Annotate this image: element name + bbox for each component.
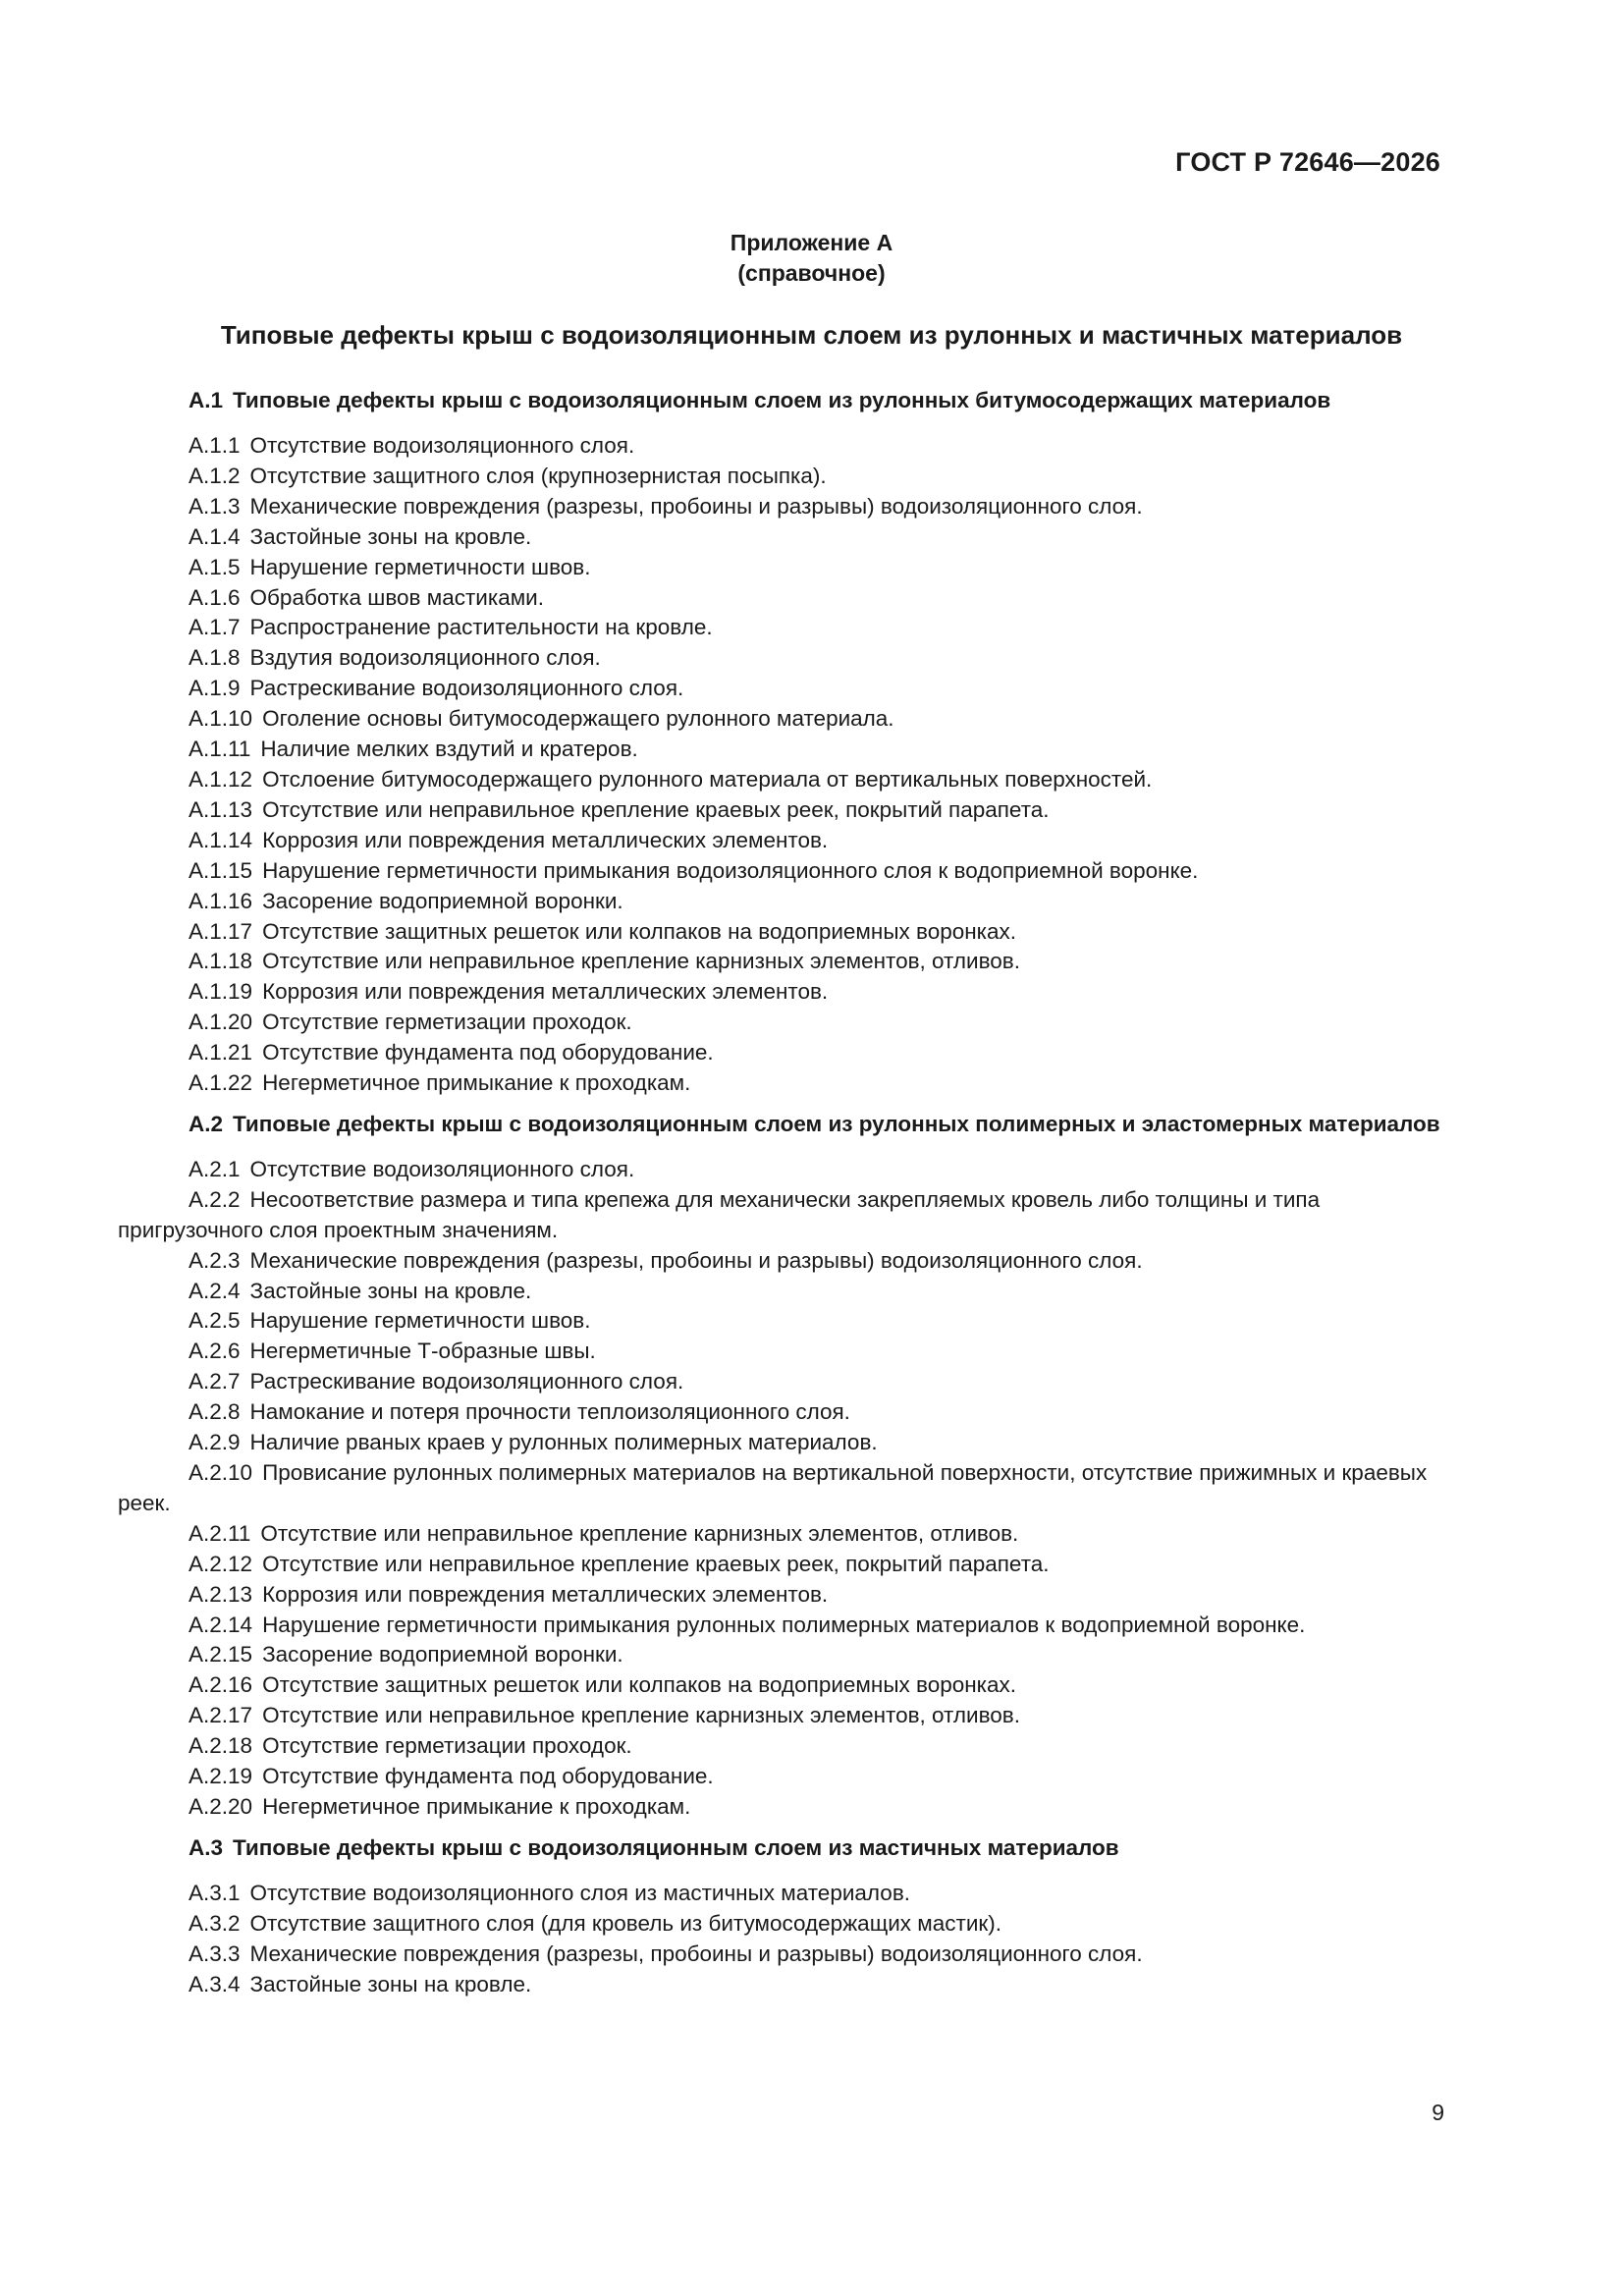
item-number: А.1.18 [189, 949, 253, 974]
item-number: А.1.13 [189, 796, 253, 822]
item-list [118, 1155, 1447, 1823]
item-number: А.1.16 [189, 888, 253, 913]
list-item [118, 1611, 1447, 1641]
item-number: А.2.6 [189, 1339, 241, 1364]
item-number: А.2.7 [189, 1369, 241, 1394]
list-item [118, 826, 1447, 856]
list-item [118, 1970, 1447, 2000]
item-text: Механические повреждения (разрезы, пробоины и разрывы) водоизоляционного слоя. [249, 493, 1143, 519]
document-code: ГОСТ Р 72646—2026 [1175, 147, 1440, 177]
item-number: А.1.7 [189, 615, 241, 640]
section-title: Типовые дефекты крыш с водоизоляционным слоем из рулонных полимерных и эластомерных материалов [233, 1111, 1440, 1136]
item-number: А.1.10 [189, 706, 253, 732]
item-text: Растрескивание водоизоляционного слоя. [249, 1369, 684, 1394]
item-text: Негерметичное примыкание к проходкам. [262, 1793, 691, 1819]
item-number: А.1.21 [189, 1040, 253, 1066]
item-text: Застойные зоны на кровле. [249, 1278, 532, 1303]
item-number: А.2.3 [189, 1247, 241, 1273]
item-number: А.3.2 [189, 1910, 241, 1936]
item-number: А.2.17 [189, 1703, 253, 1728]
list-item [118, 431, 1447, 462]
list-item [118, 795, 1447, 826]
list-item [118, 1337, 1447, 1367]
item-text: Отсутствие или неправильное крепление карнизных элементов, отливов. [260, 1520, 1019, 1546]
appendix-title: Типовые дефекты крыш с водоизоляционным слоем из рулонных и мастичных материалов [220, 320, 1403, 350]
item-text: Застойные зоны на кровле. [249, 1971, 532, 1996]
list-item [118, 1701, 1447, 1731]
item-number: А.1.19 [189, 979, 253, 1005]
item-text: Отсутствие фундамента под оборудование. [262, 1764, 714, 1789]
item-text: Несоответствие размера и типа крепежа для механически закрепляемых кровель либо толщины и типа пригрузочного слоя проектным значениям. [118, 1186, 1321, 1242]
item-number: А.1.20 [189, 1010, 253, 1035]
item-text: Отсутствие или неправильное крепление карнизных элементов, отливов. [262, 1703, 1020, 1728]
item-number: А.2.8 [189, 1399, 241, 1425]
item-number: А.2.16 [189, 1672, 253, 1698]
list-item [118, 643, 1447, 674]
list-item [118, 553, 1447, 583]
item-text: Отсутствие защитных решеток или колпаков на водоприемных воронках. [262, 918, 1017, 944]
item-text: Негерметичные Т-образные швы. [249, 1339, 596, 1364]
item-text: Нарушение герметичности швов. [249, 554, 591, 579]
item-number: А.3.4 [189, 1971, 241, 1996]
item-text: Отсутствие или неправильное крепление краевых реек, покрытий парапета. [262, 1551, 1050, 1576]
section-heading [118, 385, 1447, 415]
item-number: А.1.9 [189, 676, 241, 701]
item-number: А.1.22 [189, 1070, 253, 1096]
item-text: Засорение водоприемной воронки. [262, 1642, 623, 1667]
item-text: Механические повреждения (разрезы, пробоины и разрывы) водоизоляционного слоя. [249, 1247, 1143, 1273]
list-item [118, 1909, 1447, 1940]
item-number: А.1.15 [189, 857, 253, 883]
item-text: Отсутствие фундамента под оборудование. [262, 1040, 714, 1066]
list-item [118, 674, 1447, 704]
list-item [118, 977, 1447, 1008]
item-text: Коррозия или повреждения металлических элементов. [262, 979, 829, 1005]
list-item [118, 947, 1447, 977]
item-text: Наличие мелких вздутий и кратеров. [260, 737, 638, 762]
item-number: А.3.3 [189, 1941, 241, 1966]
list-item [118, 1580, 1447, 1611]
item-number: А.2.12 [189, 1551, 253, 1576]
section-number: А.1 [189, 388, 224, 412]
list-item [118, 1519, 1447, 1550]
list-item [118, 704, 1447, 735]
section-heading [118, 1109, 1447, 1139]
item-text: Отсутствие герметизации проходок. [262, 1010, 632, 1035]
list-item [118, 1762, 1447, 1792]
item-number: А.1.3 [189, 493, 241, 519]
list-item [118, 1792, 1447, 1823]
list-item [118, 856, 1447, 887]
list-item [118, 917, 1447, 948]
item-number: А.2.5 [189, 1308, 241, 1334]
item-text: Вздутия водоизоляционного слоя. [249, 645, 601, 671]
item-text: Негерметичное примыкание к проходкам. [262, 1070, 691, 1096]
list-item [118, 1306, 1447, 1337]
item-text: Отсутствие защитных решеток или колпаков на водоприемных воронках. [262, 1672, 1017, 1698]
list-item [118, 887, 1447, 917]
list-item [118, 583, 1447, 614]
item-list [118, 431, 1447, 1099]
item-number: А.1.2 [189, 463, 241, 488]
item-text: Оголение основы битумосодержащего рулонного материала. [262, 706, 894, 732]
item-text: Отсутствие или неправильное крепление карнизных элементов, отливов. [262, 949, 1020, 974]
item-text: Наличие рваных краев у рулонных полимерных материалов. [249, 1430, 878, 1455]
item-text: Отслоение битумосодержащего рулонного материала от вертикальных поверхностей. [262, 766, 1153, 792]
list-item [118, 1458, 1447, 1519]
item-text: Намокание и потеря прочности теплоизоляционного слоя. [249, 1399, 850, 1425]
item-text: Засорение водоприемной воронки. [262, 888, 623, 913]
item-number: А.1.5 [189, 554, 241, 579]
item-text: Застойные зоны на кровле. [249, 523, 532, 549]
item-text: Механические повреждения (разрезы, пробоины и разрывы) водоизоляционного слоя. [249, 1941, 1143, 1966]
item-number: А.1.4 [189, 523, 241, 549]
list-item [118, 1277, 1447, 1307]
item-text: Провисание рулонных полимерных материалов на вертикальной поверхности, отсутствие прижимных и краевых реек. [118, 1460, 1428, 1515]
item-number: А.2.15 [189, 1642, 253, 1667]
item-number: А.2.2 [189, 1186, 241, 1212]
item-number: А.1.6 [189, 584, 241, 610]
item-text: Отсутствие водоизоляционного слоя. [249, 1156, 635, 1181]
list-item [118, 1640, 1447, 1670]
item-text: Отсутствие защитного слоя (крупнозернистая посыпка). [249, 463, 827, 488]
item-number: А.2.18 [189, 1733, 253, 1759]
list-item [118, 1731, 1447, 1762]
list-item [118, 1367, 1447, 1397]
item-text: Отсутствие защитного слоя (для кровель из битумосодержащих мастик). [249, 1910, 1001, 1936]
list-item [118, 1940, 1447, 1970]
item-text: Отсутствие водоизоляционного слоя. [249, 433, 635, 458]
page-number: 9 [1432, 2100, 1444, 2125]
document-body [118, 385, 1447, 2006]
list-item [118, 1185, 1447, 1246]
item-text: Отсутствие водоизоляционного слоя из мастичных материалов. [249, 1880, 911, 1905]
list-item [118, 1038, 1447, 1068]
list-item [118, 462, 1447, 492]
item-text: Обработка швов мастиками. [249, 584, 544, 610]
item-number: А.2.4 [189, 1278, 241, 1303]
item-text: Растрескивание водоизоляционного слоя. [249, 676, 684, 701]
item-number: А.1.11 [189, 737, 251, 762]
item-number: А.1.1 [189, 433, 241, 458]
item-number: А.1.17 [189, 918, 253, 944]
item-number: А.2.20 [189, 1793, 253, 1819]
section-heading [118, 1832, 1447, 1863]
item-list [118, 1879, 1447, 2000]
item-number: А.2.13 [189, 1581, 253, 1607]
item-number: А.1.14 [189, 827, 253, 852]
list-item [118, 1155, 1447, 1185]
item-text: Нарушение герметичности швов. [249, 1308, 591, 1334]
item-number: А.2.1 [189, 1156, 241, 1181]
list-item [118, 1428, 1447, 1458]
section-number: А.3 [189, 1834, 224, 1860]
item-text: Нарушение герметичности примыкания водоизоляционного слоя к водоприемной воронке. [262, 857, 1199, 883]
list-item [118, 492, 1447, 522]
appendix-label: Приложение А [730, 230, 893, 255]
list-item [118, 613, 1447, 643]
list-item [118, 1550, 1447, 1580]
section-title: Типовые дефекты крыш с водоизоляционным слоем из рулонных битумосодержащих материалов [233, 388, 1331, 412]
item-text: Отсутствие или неправильное крепление краевых реек, покрытий парапета. [262, 796, 1050, 822]
item-number: А.2.19 [189, 1764, 253, 1789]
item-text: Нарушение герметичности примыкания рулонных полимерных материалов к водоприемной воронке. [262, 1612, 1306, 1637]
item-number: А.2.10 [189, 1460, 253, 1485]
list-item [118, 1670, 1447, 1701]
list-item [118, 1246, 1447, 1277]
section-title: Типовые дефекты крыш с водоизоляционным слоем из мастичных материалов [233, 1834, 1119, 1860]
item-number: А.1.12 [189, 766, 253, 792]
item-text: Распространение растительности на кровле. [249, 615, 713, 640]
item-text: Отсутствие герметизации проходок. [262, 1733, 632, 1759]
item-number: А.1.8 [189, 645, 241, 671]
appendix-type: (справочное) [737, 260, 886, 286]
item-number: А.2.14 [189, 1612, 253, 1637]
item-number: А.2.9 [189, 1430, 241, 1455]
list-item [118, 1008, 1447, 1038]
section-number: А.2 [189, 1111, 224, 1136]
list-item [118, 765, 1447, 795]
list-item [118, 1879, 1447, 1909]
item-text: Коррозия или повреждения металлических элементов. [262, 827, 829, 852]
item-number: А.2.11 [189, 1520, 251, 1546]
list-item [118, 1397, 1447, 1428]
list-item [118, 522, 1447, 553]
appendix-heading [0, 228, 1623, 289]
list-item [118, 735, 1447, 765]
item-text: Коррозия или повреждения металлических элементов. [262, 1581, 829, 1607]
item-number: А.3.1 [189, 1880, 241, 1905]
list-item [118, 1068, 1447, 1099]
